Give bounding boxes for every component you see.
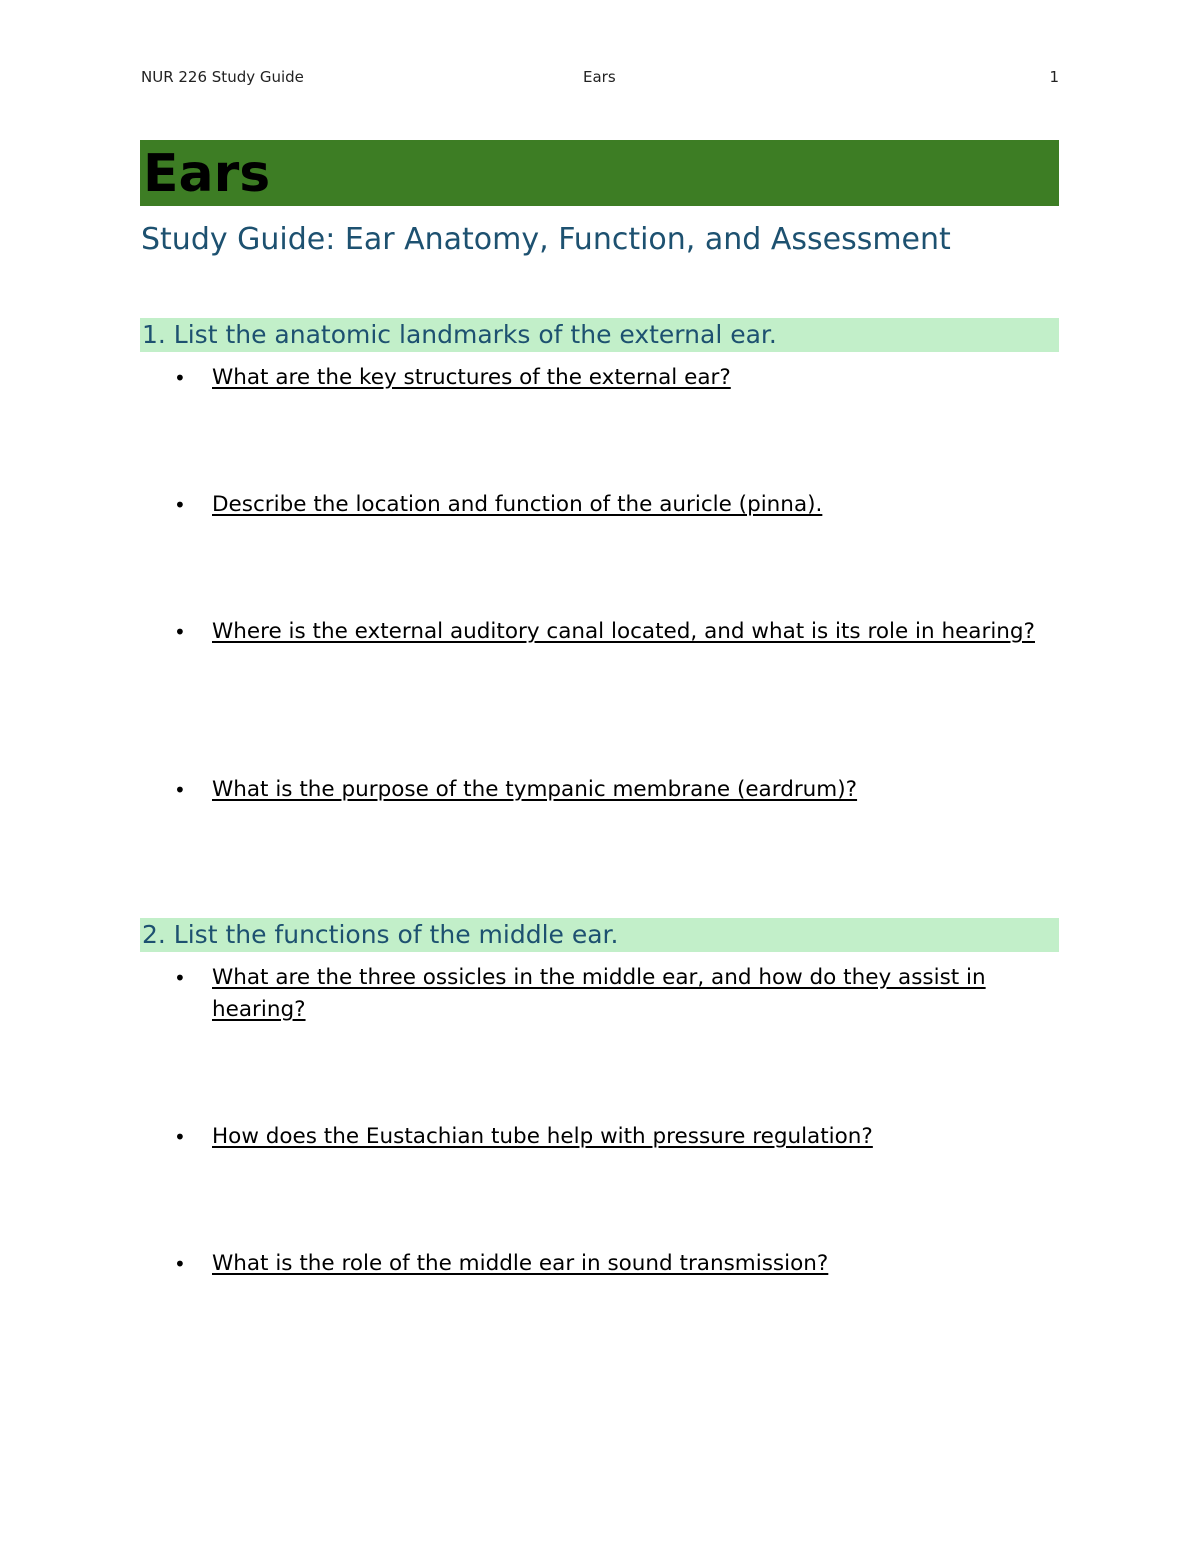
bullet-icon: • — [174, 493, 186, 517]
question-item — [170, 1248, 1050, 1280]
question-item — [170, 489, 1050, 521]
question-item — [170, 962, 1050, 1026]
question-item — [170, 362, 1050, 394]
bullet-icon: • — [174, 1125, 186, 1149]
bullet-icon: • — [174, 778, 186, 802]
header-document-name: NUR 226 Study Guide — [141, 68, 304, 86]
section-heading-1 — [140, 318, 1059, 352]
bullet-icon: • — [174, 1252, 186, 1276]
question-item — [170, 774, 1050, 806]
bullet-icon: • — [174, 366, 186, 390]
question-text: What are the three ossicles in the middle ear, and how do they assist in hearing? — [212, 965, 986, 1022]
section-heading-text: 1. List the anatomic landmarks of the external ear. — [142, 320, 777, 349]
title-banner — [140, 140, 1059, 206]
section-heading-2 — [140, 918, 1059, 952]
bullet-icon: • — [174, 620, 186, 644]
page-number: 1 — [1049, 68, 1059, 86]
question-text: What are the key structures of the external ear? — [212, 365, 731, 390]
question-text: What is the purpose of the tympanic membrane (eardrum)? — [212, 777, 858, 802]
bullet-icon: • — [174, 966, 186, 990]
question-item — [170, 616, 1050, 648]
question-text: Where is the external auditory canal located, and what is its role in hearing? — [212, 619, 1035, 644]
page-header — [141, 68, 1059, 90]
header-topic: Ears — [583, 68, 616, 86]
page-title: Ears — [143, 144, 271, 204]
page-subtitle: Study Guide: Ear Anatomy, Function, and Assessment — [141, 222, 951, 257]
question-item — [170, 1121, 1050, 1153]
question-text: What is the role of the middle ear in sound transmission? — [212, 1251, 829, 1276]
section-heading-text: 2. List the functions of the middle ear. — [142, 920, 619, 949]
question-text: Describe the location and function of the auricle (pinna). — [212, 492, 823, 517]
question-text: How does the Eustachian tube help with pressure regulation? — [212, 1124, 873, 1149]
